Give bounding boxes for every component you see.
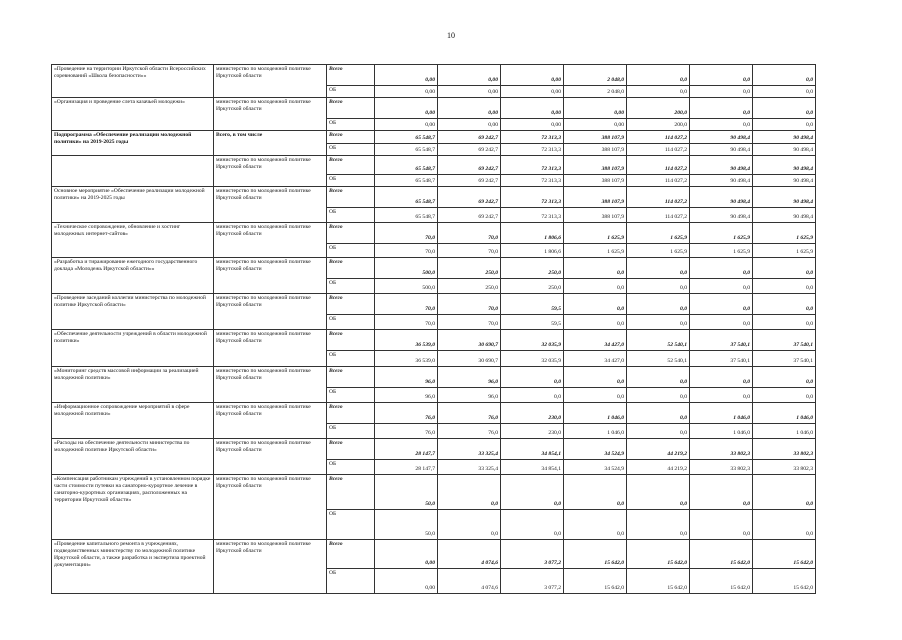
total-value: 0,0	[627, 475, 690, 510]
ob-value: 90 498,4	[753, 208, 816, 223]
ob-value: 37 540,1	[690, 351, 753, 367]
ob-value: 70,0	[375, 315, 438, 330]
source-ob-label: ОБ	[327, 510, 375, 540]
ob-value: 1 625,9	[690, 244, 753, 258]
table-row	[52, 223, 816, 244]
source-ob-label: ОБ	[327, 460, 375, 475]
total-value: 72 313,3	[501, 131, 564, 144]
activity-name: «Разработка и тиражирование ежегодного государственного доклада «Молодежь Иркутской области»»	[52, 258, 214, 294]
activity-name: «Мониторинг средств массовой информации за реализацией молодежной политики»	[52, 367, 214, 403]
total-value: 44 219,2	[627, 439, 690, 460]
ob-value: 0,0	[564, 315, 627, 330]
total-value: 50,0	[375, 475, 438, 510]
ob-value: 0,0	[690, 86, 753, 98]
total-value: 69 242,7	[438, 156, 501, 175]
total-value: 1 046,0	[753, 403, 816, 424]
total-value: 0,0	[564, 475, 627, 510]
table-row	[52, 294, 816, 315]
total-value: 37 540,1	[753, 330, 816, 351]
total-value: 0,0	[753, 258, 816, 279]
ob-value: 0,0	[753, 315, 816, 330]
source-ob-label: ОБ	[327, 388, 375, 403]
total-value: 0,0	[627, 294, 690, 315]
total-value: 69 242,7	[438, 187, 501, 208]
source-total-label: Всего	[327, 475, 375, 510]
ob-value: 0,0	[627, 510, 690, 540]
ob-value: 15 642,0	[564, 569, 627, 594]
ob-value: 96,0	[375, 388, 438, 403]
total-value: 0,0	[627, 403, 690, 424]
total-value: 15 642,0	[753, 540, 816, 569]
total-value: 0,00	[438, 98, 501, 119]
source-total-label: Всего	[327, 403, 375, 424]
table-row	[52, 65, 816, 86]
ob-value: 1 046,0	[564, 424, 627, 439]
ob-value: 30 690,7	[438, 351, 501, 367]
total-value: 388 107,9	[564, 187, 627, 208]
ob-value: 15 642,0	[753, 569, 816, 594]
ob-value: 0,0	[501, 388, 564, 403]
total-value: 0,0	[753, 294, 816, 315]
total-value: 250,0	[438, 258, 501, 279]
total-value: 69 242,7	[438, 131, 501, 144]
ob-value: 69 242,7	[438, 144, 501, 156]
total-value: 70,0	[375, 223, 438, 244]
source-total-label: Всего	[327, 131, 375, 144]
ob-value: 4 074,6	[438, 569, 501, 594]
ob-value: 2 048,0	[564, 86, 627, 98]
ob-value: 388 107,9	[564, 208, 627, 223]
source-total-label: Всего	[327, 98, 375, 119]
ob-value: 0,00	[438, 86, 501, 98]
executor: министерство по молодежной политике Иркутской области	[214, 540, 327, 594]
total-value: 0,0	[690, 294, 753, 315]
total-value: 65 548,7	[375, 187, 438, 208]
total-value: 65 548,7	[375, 131, 438, 144]
ob-value: 3 077,2	[501, 569, 564, 594]
source-total-label: Всего	[327, 330, 375, 351]
ob-value: 70,0	[438, 244, 501, 258]
ob-value: 32 035,9	[501, 351, 564, 367]
table-row	[52, 131, 816, 144]
ob-value: 69 242,7	[438, 208, 501, 223]
total-value: 250,0	[501, 258, 564, 279]
ob-value: 388 107,9	[564, 175, 627, 187]
ob-value: 114 027,2	[627, 175, 690, 187]
ob-value: 0,00	[375, 119, 438, 131]
total-value: 0,0	[690, 258, 753, 279]
total-value: 1 046,0	[690, 403, 753, 424]
source-total-label: Всего	[327, 156, 375, 175]
total-value: 33 802,3	[753, 439, 816, 460]
ob-value: 0,0	[564, 388, 627, 403]
ob-value: 33 802,3	[690, 460, 753, 475]
total-value: 500,0	[375, 258, 438, 279]
source-total-label: Всего	[327, 258, 375, 279]
ob-value: 36 539,0	[375, 351, 438, 367]
ob-value: 0,00	[501, 86, 564, 98]
ob-value: 0,0	[753, 119, 816, 131]
total-value: 0,0	[564, 367, 627, 388]
table-row	[52, 475, 816, 510]
ob-value: 250,0	[438, 279, 501, 294]
ob-value: 1 806,6	[501, 244, 564, 258]
ob-value: 114 027,2	[627, 144, 690, 156]
total-value: 52 540,1	[627, 330, 690, 351]
budget-table	[51, 64, 816, 594]
ob-value: 76,0	[438, 424, 501, 439]
table-row	[52, 403, 816, 424]
ob-value: 96,0	[438, 388, 501, 403]
ob-value: 0,0	[438, 510, 501, 540]
total-value: 0,00	[564, 98, 627, 119]
ob-value: 33 802,3	[753, 460, 816, 475]
total-value: 65 548,7	[375, 156, 438, 175]
total-value: 0,00	[501, 65, 564, 86]
ob-value: 65 548,7	[375, 144, 438, 156]
total-value: 0,0	[501, 367, 564, 388]
executor: министерство по молодежной политике Иркутской области	[214, 65, 327, 98]
total-value: 0,0	[753, 65, 816, 86]
ob-value: 0,0	[627, 315, 690, 330]
source-ob-label: ОБ	[327, 244, 375, 258]
ob-value: 0,0	[690, 388, 753, 403]
total-value: 72 313,3	[501, 187, 564, 208]
table-body	[52, 65, 816, 594]
executor: министерство по молодежной политике Иркутской области	[214, 156, 327, 187]
activity-name: «Расходы на обеспечение деятельности министерства по молодежной политике Иркутской области»	[52, 439, 214, 475]
total-value: 0,0	[627, 258, 690, 279]
activity-name	[52, 156, 214, 187]
ob-value: 0,00	[375, 569, 438, 594]
total-value: 0,0	[438, 475, 501, 510]
total-value: 114 027,2	[627, 156, 690, 175]
total-value: 96,0	[438, 367, 501, 388]
ob-value: 0,00	[501, 119, 564, 131]
activity-name: «Проведение капитального ремонта в учреждениях, подведомственных министерству по молодежной политике Иркутской области, а также разработка и экспертиза проектной документации»	[52, 540, 214, 594]
ob-value: 65 548,7	[375, 175, 438, 187]
ob-value: 72 313,3	[501, 144, 564, 156]
source-total-label: Всего	[327, 367, 375, 388]
total-value: 32 035,9	[501, 330, 564, 351]
source-ob-label: ОБ	[327, 351, 375, 367]
total-value: 0,0	[753, 367, 816, 388]
source-ob-label: ОБ	[327, 424, 375, 439]
activity-name: «Информационное сопровождение мероприятий в сфере молодежной политики»	[52, 403, 214, 439]
source-ob-label: ОБ	[327, 119, 375, 131]
ob-value: 0,0	[690, 315, 753, 330]
ob-value: 0,0	[627, 424, 690, 439]
ob-value: 0,00	[564, 119, 627, 131]
total-value: 76,0	[375, 403, 438, 424]
ob-value: 69 242,7	[438, 175, 501, 187]
ob-value: 1 625,9	[564, 244, 627, 258]
total-value: 33 802,3	[690, 439, 753, 460]
ob-value: 15 642,0	[690, 569, 753, 594]
total-value: 59,5	[501, 294, 564, 315]
ob-value: 44 219,2	[627, 460, 690, 475]
source-ob-label: ОБ	[327, 315, 375, 330]
total-value: 3 077,2	[501, 540, 564, 569]
activity-name: «Проведение на территории Иркутской области Всероссийских соревнований «Школа безопасности»»	[52, 65, 214, 98]
ob-value: 34 427,0	[564, 351, 627, 367]
total-value: 1 625,9	[627, 223, 690, 244]
total-value: 1 625,9	[753, 223, 816, 244]
table-row	[52, 98, 816, 119]
source-ob-label: ОБ	[327, 175, 375, 187]
total-value: 90 498,4	[753, 187, 816, 208]
total-value: 72 313,3	[501, 156, 564, 175]
total-value: 1 806,6	[501, 223, 564, 244]
ob-value: 70,0	[438, 315, 501, 330]
ob-value: 1 046,0	[753, 424, 816, 439]
activity-name: «Организация и проведение слета казачьей молодежи»	[52, 98, 214, 131]
total-value: 114 027,2	[627, 131, 690, 144]
total-value: 0,0	[627, 65, 690, 86]
ob-value: 0,0	[753, 388, 816, 403]
ob-value: 0,0	[627, 279, 690, 294]
total-value: 1 046,0	[564, 403, 627, 424]
total-value: 90 498,4	[690, 131, 753, 144]
ob-value: 28 147,7	[375, 460, 438, 475]
ob-value: 114 027,2	[627, 208, 690, 223]
ob-value: 230,0	[501, 424, 564, 439]
ob-value: 90 498,4	[690, 144, 753, 156]
page-number: 10	[447, 31, 455, 40]
total-value: 76,0	[438, 403, 501, 424]
ob-value: 0,00	[438, 119, 501, 131]
activity-name: «Обеспечение деятельности учреждений в области молодежной политики»	[52, 330, 214, 367]
ob-value: 388 107,9	[564, 144, 627, 156]
total-value: 1 625,9	[564, 223, 627, 244]
ob-value: 0,0	[501, 510, 564, 540]
total-value: 0,00	[438, 65, 501, 86]
ob-value: 34 524,9	[564, 460, 627, 475]
total-value: 90 498,4	[753, 131, 816, 144]
ob-value: 37 540,1	[753, 351, 816, 367]
executor: министерство по молодежной политике Иркутской области	[214, 330, 327, 367]
executor: министерство по молодежной политике Иркутской области	[214, 223, 327, 258]
executor: министерство по молодежной политике Иркутской области	[214, 367, 327, 403]
ob-value: 0,0	[753, 86, 816, 98]
ob-value: 90 498,4	[753, 175, 816, 187]
ob-value: 1 625,9	[753, 244, 816, 258]
activity-name: «Проведение заседаний коллегии министерства по молодежной политике Иркутской области»	[52, 294, 214, 330]
ob-value: 0,0	[753, 510, 816, 540]
total-value: 0,0	[564, 258, 627, 279]
total-value: 15 642,0	[564, 540, 627, 569]
ob-value: 200,0	[627, 119, 690, 131]
ob-value: 90 498,4	[690, 175, 753, 187]
table-row	[52, 187, 816, 208]
ob-value: 59,5	[501, 315, 564, 330]
executor: министерство по молодежной политике Иркутской области	[214, 403, 327, 439]
table-row	[52, 156, 816, 175]
activity-name: Подпрограмма «Обеспечение реализации молодежной политики» на 2019-2025 годы	[52, 131, 214, 156]
ob-value: 33 325,4	[438, 460, 501, 475]
total-value: 0,00	[375, 540, 438, 569]
total-value: 0,00	[375, 65, 438, 86]
ob-value: 72 313,3	[501, 175, 564, 187]
table-row	[52, 367, 816, 388]
total-value: 0,0	[690, 475, 753, 510]
source-total-label: Всего	[327, 187, 375, 208]
total-value: 90 498,4	[690, 156, 753, 175]
executor: министерство по молодежной политике Иркутской области	[214, 258, 327, 294]
total-value: 36 539,0	[375, 330, 438, 351]
total-value: 4 074,6	[438, 540, 501, 569]
total-value: 1 625,9	[690, 223, 753, 244]
source-ob-label: ОБ	[327, 144, 375, 156]
total-value: 0,0	[501, 475, 564, 510]
total-value: 0,00	[501, 98, 564, 119]
total-value: 0,0	[753, 98, 816, 119]
ob-value: 50,0	[375, 510, 438, 540]
total-value: 2 048,0	[564, 65, 627, 86]
total-value: 230,0	[501, 403, 564, 424]
activity-name: Основное мероприятие «Обеспечение реализации молодежной политики» на 2019-2025 годы	[52, 187, 214, 223]
total-value: 0,0	[627, 367, 690, 388]
ob-value: 0,0	[627, 86, 690, 98]
ob-value: 34 854,1	[501, 460, 564, 475]
total-value: 30 690,7	[438, 330, 501, 351]
ob-value: 76,0	[375, 424, 438, 439]
total-value: 15 642,0	[690, 540, 753, 569]
executor: Всего, в том числе	[214, 131, 327, 156]
ob-value: 0,0	[690, 510, 753, 540]
total-value: 37 540,1	[690, 330, 753, 351]
table-row	[52, 258, 816, 279]
executor: министерство по молодежной политике Иркутской области	[214, 475, 327, 540]
total-value: 114 027,2	[627, 187, 690, 208]
total-value: 388 107,9	[564, 131, 627, 144]
executor: министерство по молодежной политике Иркутской области	[214, 187, 327, 223]
total-value: 90 498,4	[753, 156, 816, 175]
ob-value: 1 046,0	[690, 424, 753, 439]
ob-value: 500,0	[375, 279, 438, 294]
total-value: 28 147,7	[375, 439, 438, 460]
source-total-label: Всего	[327, 65, 375, 86]
total-value: 34 854,1	[501, 439, 564, 460]
total-value: 0,0	[690, 98, 753, 119]
total-value: 0,0	[753, 475, 816, 510]
source-ob-label: ОБ	[327, 279, 375, 294]
total-value: 96,0	[375, 367, 438, 388]
activity-name: «Компенсация работникам учреждений в установленном порядке части стоимости путевки на санаторно-курортное лечение в санаторно-курортных организациях, расположенных на территории Иркутской области»	[52, 475, 214, 540]
table-row	[52, 330, 816, 351]
ob-value: 0,0	[690, 279, 753, 294]
ob-value: 90 498,4	[690, 208, 753, 223]
total-value: 70,0	[438, 223, 501, 244]
ob-value: 0,0	[753, 279, 816, 294]
source-total-label: Всего	[327, 439, 375, 460]
total-value: 200,0	[627, 98, 690, 119]
source-ob-label: ОБ	[327, 208, 375, 223]
ob-value: 0,0	[627, 388, 690, 403]
total-value: 388 107,9	[564, 156, 627, 175]
table-row	[52, 540, 816, 569]
total-value: 0,0	[564, 294, 627, 315]
table-row	[52, 439, 816, 460]
ob-value: 72 313,3	[501, 208, 564, 223]
total-value: 33 325,4	[438, 439, 501, 460]
ob-value: 0,0	[564, 279, 627, 294]
source-total-label: Всего	[327, 540, 375, 569]
ob-value: 0,0	[564, 510, 627, 540]
executor: министерство по молодежной политике Иркутской области	[214, 98, 327, 131]
total-value: 70,0	[375, 294, 438, 315]
ob-value: 0,00	[375, 86, 438, 98]
total-value: 0,00	[375, 98, 438, 119]
source-ob-label: ОБ	[327, 569, 375, 594]
source-total-label: Всего	[327, 294, 375, 315]
ob-value: 15 642,0	[627, 569, 690, 594]
total-value: 34 524,9	[564, 439, 627, 460]
executor: министерство по молодежной политике Иркутской области	[214, 294, 327, 330]
ob-value: 52 540,1	[627, 351, 690, 367]
total-value: 15 642,0	[627, 540, 690, 569]
ob-value: 65 548,7	[375, 208, 438, 223]
ob-value: 1 625,9	[627, 244, 690, 258]
total-value: 0,0	[690, 65, 753, 86]
ob-value: 90 498,4	[753, 144, 816, 156]
executor: министерство по молодежной политике Иркутской области	[214, 439, 327, 475]
total-value: 70,0	[438, 294, 501, 315]
ob-value: 70,0	[375, 244, 438, 258]
total-value: 34 427,0	[564, 330, 627, 351]
source-ob-label: ОБ	[327, 86, 375, 98]
activity-name: «Техническое сопровождение, обновление и хостинг молодежных интернет-сайтов»	[52, 223, 214, 258]
source-total-label: Всего	[327, 223, 375, 244]
ob-value: 0,0	[690, 119, 753, 131]
total-value: 90 498,4	[690, 187, 753, 208]
total-value: 0,0	[690, 367, 753, 388]
ob-value: 250,0	[501, 279, 564, 294]
